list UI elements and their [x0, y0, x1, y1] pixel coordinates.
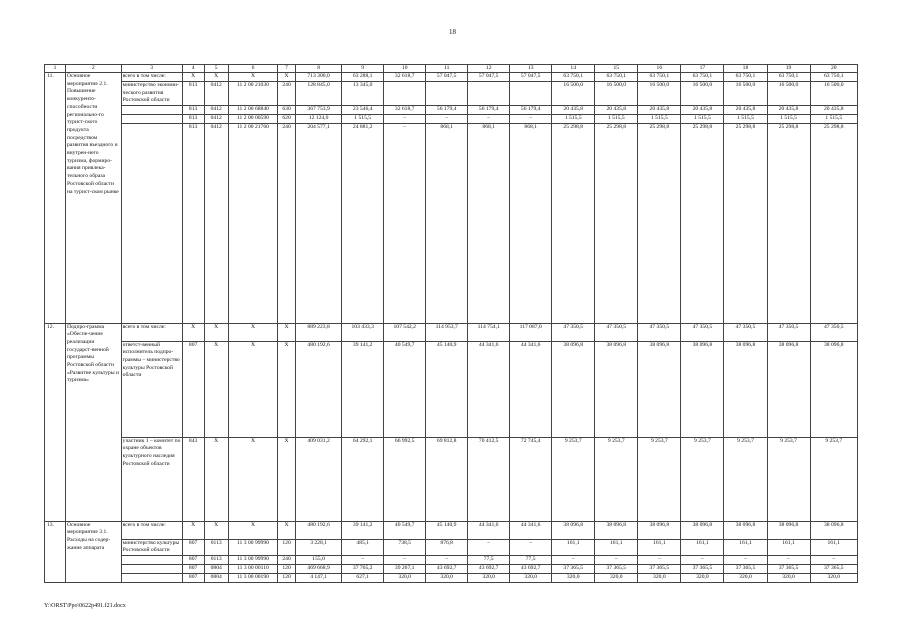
- code-cell: 0804: [204, 564, 228, 573]
- amount-cell: 9 253,7: [595, 437, 638, 521]
- amount-cell: 4 147,1: [295, 573, 341, 582]
- executor-cell: [121, 114, 182, 123]
- code-cell: 0412: [204, 106, 228, 115]
- footer-file-path: Y:\ORST\Ppo\0622p491.f21.docx: [44, 603, 126, 609]
- amount-cell: 77,5: [468, 555, 510, 564]
- amount-cell: 47 350,5: [681, 323, 724, 341]
- amount-cell: 38 096,8: [552, 341, 595, 437]
- executor-cell: всего в том числе:: [121, 521, 182, 539]
- amount-cell: 9 253,7: [767, 437, 810, 521]
- code-cell: 240: [278, 82, 296, 106]
- amount-cell: 320,0: [468, 573, 510, 582]
- activity-title: Подпро-грамма «Обеспе-чение реализации государст-венной программы Ростовской области «Развитие культуры и туризма»: [66, 323, 122, 521]
- executor-cell: всего в том числе:: [121, 73, 182, 82]
- amount-cell: –: [384, 114, 426, 123]
- amount-cell: 161,1: [595, 539, 638, 555]
- code-cell: 813: [182, 82, 204, 106]
- code-cell: 0412: [204, 114, 228, 123]
- amount-cell: 70 412,5: [468, 437, 510, 521]
- table-row: [45, 521, 858, 539]
- code-cell: 807: [182, 341, 204, 437]
- code-cell: 843: [182, 437, 204, 521]
- amount-cell: 25 298,8: [810, 123, 857, 323]
- table-row: [45, 106, 858, 115]
- executor-cell: [121, 573, 182, 582]
- amount-cell: 43 692,7: [426, 564, 468, 573]
- amount-cell: 44 341,6: [510, 341, 552, 437]
- code-cell: 11 3 00 99990: [228, 539, 277, 555]
- code-cell: 630: [278, 106, 296, 115]
- amount-cell: 103 433,3: [342, 323, 384, 341]
- code-cell: 807: [182, 539, 204, 555]
- amount-cell: 480 192,6: [295, 341, 341, 437]
- amount-cell: 485,1: [342, 539, 384, 555]
- amount-cell: 16 500,0: [810, 82, 857, 106]
- column-number: 12: [468, 65, 510, 73]
- executor-cell: [121, 564, 182, 573]
- amount-cell: 20 435,8: [681, 106, 724, 115]
- amount-cell: 367 753,9: [295, 106, 341, 115]
- column-number: 4: [182, 65, 204, 73]
- amount-cell: 107 542,2: [384, 323, 426, 341]
- code-cell: X: [228, 323, 277, 341]
- code-cell: 11 3 00 00110: [228, 564, 277, 573]
- table-row: [45, 555, 858, 564]
- code-cell: X: [204, 521, 228, 539]
- amount-cell: 16 500,0: [552, 82, 595, 106]
- amount-cell: 20 435,8: [552, 106, 595, 115]
- amount-cell: 320,0: [552, 573, 595, 582]
- column-number: 13: [510, 65, 552, 73]
- budget-table: [44, 64, 858, 583]
- amount-cell: 469 668,9: [295, 564, 341, 573]
- amount-cell: 25 298,8: [724, 123, 767, 323]
- executor-cell: участник 1 – комитет по охране объектов культурного наследия Ростовской области: [121, 437, 182, 521]
- amount-cell: –: [810, 555, 857, 564]
- amount-cell: 161,1: [552, 539, 595, 555]
- table-row: [45, 437, 858, 521]
- page-number: 18: [449, 28, 456, 36]
- table-row: [45, 539, 858, 555]
- amount-cell: 320,0: [384, 573, 426, 582]
- amount-cell: –: [767, 555, 810, 564]
- code-cell: X: [228, 437, 277, 521]
- amount-cell: 25 298,8: [767, 123, 810, 323]
- amount-cell: 25 298,8: [595, 123, 638, 323]
- column-number: 10: [384, 65, 426, 73]
- table-row: [45, 573, 858, 582]
- amount-cell: –: [426, 555, 468, 564]
- amount-cell: 20 435,8: [638, 106, 681, 115]
- amount-cell: 713 300,0: [295, 73, 341, 82]
- amount-cell: 320,0: [595, 573, 638, 582]
- amount-cell: 63 750,1: [595, 73, 638, 82]
- code-cell: 240: [278, 123, 296, 323]
- amount-cell: [384, 82, 426, 106]
- code-cell: X: [204, 73, 228, 82]
- executor-cell: ответст-венный исполнитель подпро-граммы – министерство культуры Ростовской области: [121, 341, 182, 437]
- code-cell: 813: [182, 114, 204, 123]
- code-cell: 813: [182, 106, 204, 115]
- code-cell: X: [278, 323, 296, 341]
- amount-cell: 43 692,7: [468, 564, 510, 573]
- amount-cell: 320,0: [638, 573, 681, 582]
- amount-cell: 25 298,8: [552, 123, 595, 323]
- column-number: 8: [295, 65, 341, 73]
- amount-cell: 57 047,5: [426, 73, 468, 82]
- amount-cell: 47 350,5: [595, 323, 638, 341]
- code-cell: X: [182, 323, 204, 341]
- column-number: 15: [595, 65, 638, 73]
- code-cell: 11 2 00 00590: [228, 114, 277, 123]
- amount-cell: –: [552, 555, 595, 564]
- amount-cell: 38 096,8: [595, 521, 638, 539]
- amount-cell: 44 341,6: [468, 521, 510, 539]
- activity-title: Основное мероприятие 2.1. Повышение конкуренто-способности регионально-го турист-ского продукта посредством развития въездного и внутрен-него туризма, формиро-вания привлека-тельного образа Ростовской области на турист-ском рынке: [66, 73, 122, 324]
- amount-cell: 161,1: [810, 539, 857, 555]
- code-cell: 120: [278, 573, 296, 582]
- amount-cell: 37 365,5: [724, 564, 767, 573]
- amount-cell: 38 096,8: [552, 521, 595, 539]
- amount-cell: 32 618,7: [384, 106, 426, 115]
- amount-cell: 66 992,5: [384, 437, 426, 521]
- amount-cell: 161,1: [638, 539, 681, 555]
- amount-cell: 114 953,7: [426, 323, 468, 341]
- amount-cell: 77,5: [510, 555, 552, 564]
- amount-cell: 45 140,9: [426, 341, 468, 437]
- amount-cell: 1 515,5: [595, 114, 638, 123]
- amount-cell: 72 745,4: [510, 437, 552, 521]
- amount-cell: 1 515,5: [342, 114, 384, 123]
- code-cell: 0804: [204, 573, 228, 582]
- amount-cell: 39 267,1: [384, 564, 426, 573]
- amount-cell: 480 192,6: [295, 521, 341, 539]
- table-row: [45, 564, 858, 573]
- code-cell: 11 3 00 00190: [228, 573, 277, 582]
- amount-cell: –: [384, 555, 426, 564]
- code-cell: 0412: [204, 82, 228, 106]
- amount-cell: –: [638, 555, 681, 564]
- code-cell: 807: [182, 555, 204, 564]
- amount-cell: 320,0: [510, 573, 552, 582]
- amount-cell: –: [510, 539, 552, 555]
- amount-cell: 117 087,0: [510, 323, 552, 341]
- amount-cell: 37 365,5: [595, 564, 638, 573]
- column-number: 18: [724, 65, 767, 73]
- amount-cell: 409 031,2: [295, 437, 341, 521]
- amount-cell: 20 435,8: [724, 106, 767, 115]
- column-number: 9: [342, 65, 384, 73]
- table-row: [45, 114, 858, 123]
- table-row: [45, 323, 858, 341]
- amount-cell: 320,0: [681, 573, 724, 582]
- amount-cell: 47 350,5: [767, 323, 810, 341]
- amount-cell: 20 435,8: [810, 106, 857, 115]
- amount-cell: –: [595, 555, 638, 564]
- amount-cell: 13 345,0: [342, 82, 384, 106]
- amount-cell: 43 692,7: [510, 564, 552, 573]
- column-number: 3: [121, 65, 182, 73]
- code-cell: 240: [278, 555, 296, 564]
- code-cell: X: [278, 73, 296, 82]
- code-cell: X: [278, 437, 296, 521]
- amount-cell: 20 435,8: [595, 106, 638, 115]
- code-cell: X: [182, 73, 204, 82]
- amount-cell: 63 288,1: [342, 73, 384, 82]
- column-number: 11: [426, 65, 468, 73]
- amount-cell: 39 141,2: [342, 521, 384, 539]
- code-cell: X: [182, 521, 204, 539]
- amount-cell: 16 500,0: [681, 82, 724, 106]
- column-number-row: [45, 65, 858, 73]
- amount-cell: 39 141,2: [342, 341, 384, 437]
- column-number: 7: [278, 65, 296, 73]
- amount-cell: –: [426, 114, 468, 123]
- code-cell: X: [204, 437, 228, 521]
- amount-cell: 45 140,9: [426, 521, 468, 539]
- amount-cell: –: [468, 539, 510, 555]
- amount-cell: 12 124,0: [295, 114, 341, 123]
- amount-cell: 40 549,7: [384, 341, 426, 437]
- code-cell: X: [228, 73, 277, 82]
- amount-cell: 47 350,5: [810, 323, 857, 341]
- amount-cell: 37 365,5: [638, 564, 681, 573]
- amount-cell: 38 096,8: [724, 341, 767, 437]
- amount-cell: 63 750,1: [724, 73, 767, 82]
- code-cell: 0113: [204, 555, 228, 564]
- amount-cell: 1 515,5: [552, 114, 595, 123]
- amount-cell: 38 096,8: [724, 521, 767, 539]
- executor-cell: [121, 555, 182, 564]
- amount-cell: [468, 82, 510, 106]
- column-number: 2: [66, 65, 122, 73]
- table-row: [45, 123, 858, 323]
- amount-cell: 63 750,1: [681, 73, 724, 82]
- amount-cell: –: [468, 114, 510, 123]
- amount-cell: 25 298,8: [681, 123, 724, 323]
- amount-cell: 23 546,4: [342, 106, 384, 115]
- amount-cell: 38 096,8: [810, 341, 857, 437]
- code-cell: 11 2 00 21760: [228, 123, 277, 323]
- amount-cell: [426, 82, 468, 106]
- amount-cell: 161,1: [724, 539, 767, 555]
- column-number: 6: [228, 65, 277, 73]
- amount-cell: 63 750,1: [767, 73, 810, 82]
- amount-cell: 1 515,5: [638, 114, 681, 123]
- amount-cell: 38 096,8: [681, 521, 724, 539]
- column-number: 19: [767, 65, 810, 73]
- code-cell: X: [278, 341, 296, 437]
- column-number: 14: [552, 65, 595, 73]
- amount-cell: 3 228,1: [295, 539, 341, 555]
- executor-cell: министерство культуры Ростовской области: [121, 539, 182, 555]
- amount-cell: 63 750,1: [638, 73, 681, 82]
- amount-cell: 204 577,1: [295, 123, 341, 323]
- amount-cell: 1 515,5: [724, 114, 767, 123]
- executor-cell: министерство экономи-ческого развития Ростовской области: [121, 82, 182, 106]
- amount-cell: 63 750,1: [810, 73, 857, 82]
- amount-cell: 44 341,6: [468, 341, 510, 437]
- column-number: 20: [810, 65, 857, 73]
- amount-cell: 889 223,8: [295, 323, 341, 341]
- amount-cell: 738,5: [384, 539, 426, 555]
- amount-cell: 44 341,6: [510, 521, 552, 539]
- amount-cell: 38 096,8: [638, 521, 681, 539]
- table-row: [45, 341, 858, 437]
- amount-cell: 868,1: [426, 123, 468, 323]
- amount-cell: 38 096,8: [767, 521, 810, 539]
- code-cell: 0412: [204, 123, 228, 323]
- amount-cell: 38 096,8: [638, 341, 681, 437]
- row-number: 11.: [45, 73, 66, 324]
- amount-cell: 16 500,0: [638, 82, 681, 106]
- amount-cell: 1 515,5: [810, 114, 857, 123]
- code-cell: X: [278, 521, 296, 539]
- amount-cell: 64 292,1: [342, 437, 384, 521]
- amount-cell: 56 179,4: [468, 106, 510, 115]
- amount-cell: 47 350,5: [552, 323, 595, 341]
- code-cell: 813: [182, 123, 204, 323]
- column-number: 5: [204, 65, 228, 73]
- code-cell: 0113: [204, 539, 228, 555]
- code-cell: 807: [182, 564, 204, 573]
- amount-cell: 47 350,5: [724, 323, 767, 341]
- amount-cell: 9 253,7: [681, 437, 724, 521]
- code-cell: 807: [182, 573, 204, 582]
- table-row: [45, 82, 858, 106]
- amount-cell: 876,8: [426, 539, 468, 555]
- amount-cell: –: [342, 555, 384, 564]
- amount-cell: 16 500,0: [724, 82, 767, 106]
- amount-cell: 320,0: [810, 573, 857, 582]
- amount-cell: 38 096,8: [681, 341, 724, 437]
- row-number: 12.: [45, 323, 66, 521]
- code-cell: X: [228, 341, 277, 437]
- amount-cell: 56 179,4: [426, 106, 468, 115]
- amount-cell: 320,0: [426, 573, 468, 582]
- amount-cell: 37 365,5: [681, 564, 724, 573]
- amount-cell: 128 845,0: [295, 82, 341, 106]
- executor-cell: всего в том числе:: [121, 323, 182, 341]
- amount-cell: 56 179,4: [510, 106, 552, 115]
- amount-cell: 1 515,5: [767, 114, 810, 123]
- code-cell: 11 2 00 21030: [228, 82, 277, 106]
- amount-cell: 37 365,5: [767, 564, 810, 573]
- amount-cell: 38 096,8: [767, 341, 810, 437]
- amount-cell: 69 812,8: [426, 437, 468, 521]
- amount-cell: 9 253,7: [552, 437, 595, 521]
- activity-title: Основное мероприятие 3.1. Расходы на содер-жание аппарата: [66, 521, 122, 582]
- code-cell: 120: [278, 564, 296, 573]
- amount-cell: –: [681, 555, 724, 564]
- code-cell: 11 3 00 99990: [228, 555, 277, 564]
- amount-cell: 114 754,1: [468, 323, 510, 341]
- amount-cell: 16 500,0: [767, 82, 810, 106]
- amount-cell: 9 253,7: [724, 437, 767, 521]
- amount-cell: 161,1: [681, 539, 724, 555]
- column-number: 16: [638, 65, 681, 73]
- amount-cell: –: [724, 555, 767, 564]
- amount-cell: 32 618,7: [384, 73, 426, 82]
- amount-cell: 16 500,0: [595, 82, 638, 106]
- amount-cell: 25 298,8: [638, 123, 681, 323]
- amount-cell: [510, 82, 552, 106]
- amount-cell: –: [384, 123, 426, 323]
- amount-cell: 47 350,5: [638, 323, 681, 341]
- column-number: 17: [681, 65, 724, 73]
- amount-cell: 20 435,8: [767, 106, 810, 115]
- amount-cell: 37 365,5: [810, 564, 857, 573]
- amount-cell: 9 253,7: [638, 437, 681, 521]
- code-cell: X: [228, 521, 277, 539]
- amount-cell: 57 047,5: [510, 73, 552, 82]
- amount-cell: 1 515,5: [681, 114, 724, 123]
- amount-cell: 37 765,2: [342, 564, 384, 573]
- amount-cell: 627,1: [342, 573, 384, 582]
- amount-cell: 63 750,1: [552, 73, 595, 82]
- amount-cell: 37 365,5: [552, 564, 595, 573]
- executor-cell: [121, 106, 182, 115]
- row-number: 13.: [45, 521, 66, 582]
- column-number: 1: [45, 65, 66, 73]
- table-row: [45, 73, 858, 82]
- code-cell: 120: [278, 539, 296, 555]
- amount-cell: 40 549,7: [384, 521, 426, 539]
- amount-cell: 320,0: [724, 573, 767, 582]
- code-cell: X: [204, 323, 228, 341]
- amount-cell: 868,1: [468, 123, 510, 323]
- amount-cell: 57 047,5: [468, 73, 510, 82]
- amount-cell: 24 881,2: [342, 123, 384, 323]
- code-cell: 11 2 00 68840: [228, 106, 277, 115]
- amount-cell: –: [510, 114, 552, 123]
- amount-cell: 320,0: [767, 573, 810, 582]
- amount-cell: 9 253,7: [810, 437, 857, 521]
- amount-cell: 38 096,8: [810, 521, 857, 539]
- code-cell: 620: [278, 114, 296, 123]
- executor-cell: [121, 123, 182, 323]
- code-cell: X: [204, 341, 228, 437]
- amount-cell: 38 096,8: [595, 341, 638, 437]
- amount-cell: 161,1: [767, 539, 810, 555]
- amount-cell: 868,1: [510, 123, 552, 323]
- amount-cell: 155,0: [295, 555, 341, 564]
